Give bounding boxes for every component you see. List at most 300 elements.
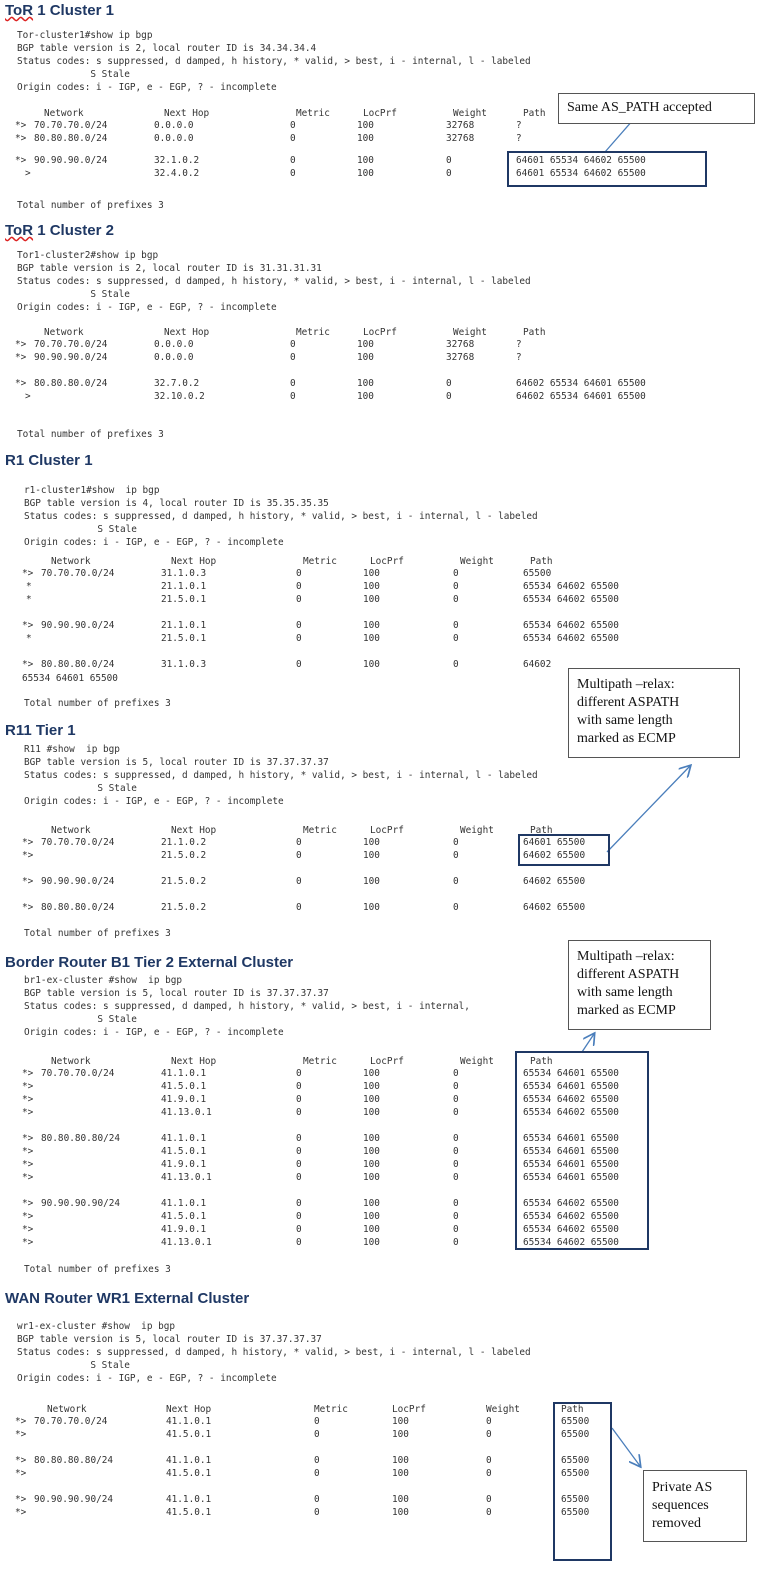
table-cell: 100 (363, 1237, 380, 1248)
table-cell: 0 (486, 1455, 492, 1466)
table-cell: 100 (363, 594, 380, 605)
column-header: LocPrf (370, 1056, 404, 1067)
table-cell: 0 (296, 620, 302, 631)
table-cell: *> (22, 1159, 34, 1170)
table-cell: 0 (296, 1159, 302, 1170)
table-cell: 65534 64602 65500 (523, 1107, 619, 1118)
column-header: Weight (460, 556, 494, 567)
cli-header-line: Status codes: s suppressed, d damped, h history, * valid, > best, i - internal, l - labeled (24, 511, 538, 522)
table-cell: 0 (296, 1211, 302, 1222)
column-header: Network (47, 1404, 87, 1415)
cli-header-line: Origin codes: i - IGP, e - EGP, ? - incomplete (24, 537, 284, 548)
table-cell: ? (516, 339, 522, 350)
table-cell: > (25, 391, 31, 402)
table-cell: 64602 65500 (523, 850, 586, 861)
table-cell: 90.90.90.0/24 (34, 155, 108, 166)
box-tor1-paths (507, 151, 707, 187)
table-cell: *> (22, 1094, 34, 1105)
table-cell: *> (22, 1068, 34, 1079)
table-cell: 0 (290, 378, 296, 389)
table-cell: 0 (453, 1107, 459, 1118)
table-cell: 32.10.0.2 (154, 391, 205, 402)
table-cell: 100 (392, 1507, 409, 1518)
table-cell: 32768 (446, 133, 475, 144)
table-cell: * (26, 633, 32, 644)
table-cell: *> (15, 378, 27, 389)
table-cell: 90.90.90.90/24 (41, 1198, 121, 1209)
cli-header-line: BGP table version is 5, local router ID is 37.37.37.37 (17, 1334, 322, 1345)
table-cell: * (26, 594, 32, 605)
table-cell: 100 (363, 620, 380, 631)
table-cell: 32.1.0.2 (154, 155, 200, 166)
table-cell: *> (15, 133, 27, 144)
table-cell: 0 (296, 1107, 302, 1118)
table-cell: 64601 65500 (523, 837, 586, 848)
table-cell: 0 (453, 902, 459, 913)
table-cell: 0 (486, 1507, 492, 1518)
table-cell: 64602 65534 64601 65500 (516, 378, 646, 389)
section-title: WAN Router WR1 External Cluster (5, 1290, 250, 1307)
table-cell: 64601 65534 64602 65500 (516, 168, 646, 179)
callout-line: with same length (577, 713, 673, 728)
column-header: LocPrf (392, 1404, 426, 1415)
table-cell: 0 (453, 1146, 459, 1157)
table-cell: 32.7.0.2 (154, 378, 200, 389)
table-cell: 32.4.0.2 (154, 168, 200, 179)
cli-header-line: r1-cluster1#show ip bgp (24, 485, 160, 496)
table-cell: *> (22, 1172, 34, 1183)
table-cell: 100 (363, 1133, 380, 1144)
table-cell: 65534 64602 65500 (523, 1094, 619, 1105)
table-cell: 0 (314, 1507, 320, 1518)
table-cell: 80.80.80.80/24 (34, 1455, 114, 1466)
table-cell: 0 (296, 1224, 302, 1235)
table-cell: 65500 (561, 1494, 590, 1505)
table-cell: 41.1.0.1 (161, 1068, 207, 1079)
callout-line: marked as ECMP (577, 731, 676, 746)
cli-header-line: Tor-cluster1#show ip bgp (17, 30, 153, 41)
column-header: Metric (303, 556, 337, 567)
table-cell: 0 (486, 1429, 492, 1440)
table-cell: 0 (296, 876, 302, 887)
column-header: Weight (460, 825, 494, 836)
table-cell: 21.5.0.2 (161, 850, 207, 861)
prefix-total: Total number of prefixes 3 (24, 1264, 171, 1275)
table-cell: 32768 (446, 120, 475, 131)
table-cell: 65500 (561, 1507, 590, 1518)
table-cell: *> (15, 1455, 27, 1466)
table-cell: 0 (296, 1172, 302, 1183)
table-cell: 0 (296, 837, 302, 848)
column-header: LocPrf (363, 108, 397, 119)
table-cell: 0 (296, 902, 302, 913)
table-cell: 65500 (561, 1429, 590, 1440)
table-cell: 0 (296, 1081, 302, 1092)
table-cell: 0 (290, 391, 296, 402)
table-cell: 0 (453, 594, 459, 605)
table-cell: 0 (290, 339, 296, 350)
table-cell: *> (22, 1107, 34, 1118)
section-title: R1 Cluster 1 (5, 452, 93, 469)
cli-header-line: Origin codes: i - IGP, e - EGP, ? - incomplete (17, 82, 277, 93)
cli-header-line: S Stale (24, 524, 137, 535)
column-header: Weight (453, 327, 487, 338)
table-cell: *> (15, 1416, 27, 1427)
table-cell: 90.90.90.0/24 (41, 620, 115, 631)
table-cell: *> (22, 568, 34, 579)
arrow-multipath-1 (607, 766, 690, 852)
callout-same-as-path (558, 93, 755, 124)
table-cell: 0 (290, 155, 296, 166)
table-cell: 100 (357, 339, 374, 350)
table-cell: 0 (453, 1211, 459, 1222)
table-cell: 100 (357, 120, 374, 131)
table-cell: 0 (446, 391, 452, 402)
table-cell: 31.1.0.3 (161, 568, 207, 579)
table-cell: 100 (363, 1172, 380, 1183)
table-cell: 65534 64601 65500 (523, 1068, 619, 1079)
table-cell: 0 (453, 837, 459, 848)
table-cell: 0 (446, 155, 452, 166)
table-cell: 80.80.80.80/24 (41, 1133, 121, 1144)
table-cell: 65534 64602 65500 (523, 1198, 619, 1209)
table-cell: 41.5.0.1 (161, 1081, 207, 1092)
table-cell: 0 (296, 850, 302, 861)
cli-header-line: R11 #show ip bgp (24, 744, 120, 755)
table-cell: 41.13.0.1 (161, 1107, 212, 1118)
table-cell: 70.70.70.0/24 (34, 339, 108, 350)
table-cell: 0 (290, 168, 296, 179)
table-cell: 0 (314, 1429, 320, 1440)
table-cell: 90.90.90.90/24 (34, 1494, 114, 1505)
cli-header-line: BGP table version is 4, local router ID is 35.35.35.35 (24, 498, 329, 509)
table-cell: *> (22, 902, 34, 913)
column-header: Network (51, 1056, 91, 1067)
table-cell: 100 (357, 168, 374, 179)
table-cell: 65534 64601 65500 (523, 1159, 619, 1170)
table-cell: 0 (290, 120, 296, 131)
cli-header-line: Origin codes: i - IGP, e - EGP, ? - incomplete (17, 302, 277, 313)
column-header: Metric (296, 108, 330, 119)
callout-line: removed (652, 1516, 701, 1531)
column-header: Metric (303, 1056, 337, 1067)
callout-line: marked as ECMP (577, 1003, 676, 1018)
column-header: Path (523, 108, 546, 119)
table-cell: 64602 65500 (523, 876, 586, 887)
table-cell: 100 (363, 1224, 380, 1235)
table-cell: 21.1.0.1 (161, 581, 207, 592)
cli-header-line: Status codes: s suppressed, d damped, h history, * valid, > best, i - internal, l - labeled (17, 56, 531, 67)
table-cell: *> (22, 1211, 34, 1222)
table-cell: *> (15, 1507, 27, 1518)
table-cell: 41.9.0.1 (161, 1159, 207, 1170)
cli-header-line: Status codes: s suppressed, d damped, h history, * valid, > best, i - internal, l - labeled (17, 1347, 531, 1358)
table-cell: 0 (453, 1237, 459, 1248)
table-cell: *> (22, 837, 34, 848)
table-cell: 100 (363, 876, 380, 887)
table-cell: 0 (290, 352, 296, 363)
table-cell: 0 (296, 1237, 302, 1248)
table-cell: 65534 64602 65500 (523, 620, 619, 631)
table-cell: 70.70.70.0/24 (41, 568, 115, 579)
table-cell: 0 (453, 1133, 459, 1144)
table-cell: 100 (357, 391, 374, 402)
table-cell: 65534 64601 65500 (523, 1172, 619, 1183)
table-cell: > (25, 168, 31, 179)
section-title-rest: 1 Cluster 2 (33, 222, 114, 239)
table-cell: 0 (453, 876, 459, 887)
section-title-squiggle: ToR (5, 222, 34, 239)
table-cell: 21.5.0.2 (161, 902, 207, 913)
table-cell: 65500 (523, 568, 552, 579)
table-cell: 0 (453, 1198, 459, 1209)
table-cell: 65534 64601 65500 (523, 1081, 619, 1092)
table-cell: 0 (296, 581, 302, 592)
table-cell: *> (22, 1237, 34, 1248)
table-cell: 32768 (446, 352, 475, 363)
cli-header-line: S Stale (17, 69, 130, 80)
table-cell: 100 (357, 378, 374, 389)
table-cell: 64602 65534 64601 65500 (516, 391, 646, 402)
table-cell: 100 (363, 1094, 380, 1105)
table-cell: 80.80.80.0/24 (34, 378, 108, 389)
table-cell: 32768 (446, 339, 475, 350)
table-cell: 0 (453, 620, 459, 631)
table-cell: 0 (296, 659, 302, 670)
table-cell: *> (22, 1081, 34, 1092)
table-cell: 80.80.80.0/24 (41, 902, 115, 913)
callout-multipath-1 (568, 668, 740, 758)
column-header: Path (530, 825, 553, 836)
table-cell: 0 (296, 568, 302, 579)
cli-header-line: S Stale (17, 289, 130, 300)
table-cell: ? (516, 352, 522, 363)
column-header: Path (530, 1056, 553, 1067)
column-header: Metric (296, 327, 330, 338)
table-cell: *> (15, 1494, 27, 1505)
box-r11-paths (518, 834, 610, 866)
table-cell: *> (22, 876, 34, 887)
table-cell: 80.80.80.0/24 (34, 133, 108, 144)
prefix-total: Total number of prefixes 3 (17, 429, 164, 440)
column-header: LocPrf (370, 825, 404, 836)
prefix-total: Total number of prefixes 3 (24, 698, 171, 709)
column-header: Network (51, 556, 91, 567)
table-cell: 41.5.0.1 (166, 1468, 212, 1479)
table-cell: 65500 (561, 1455, 590, 1466)
table-cell: 70.70.70.0/24 (34, 120, 108, 131)
table-cell: 100 (363, 659, 380, 670)
cli-header-line: BGP table version is 5, local router ID is 37.37.37.37 (24, 988, 329, 999)
table-cell: 100 (363, 1081, 380, 1092)
arrow-private-as (612, 1428, 640, 1466)
table-cell: 0.0.0.0 (154, 133, 194, 144)
cli-header-line: Status codes: s suppressed, d damped, h history, * valid, > best, i - internal, l - labeled (24, 770, 538, 781)
table-cell: 90.90.90.0/24 (41, 876, 115, 887)
callout-same-as-path-text: Same AS_PATH accepted (567, 100, 712, 115)
table-cell: 100 (357, 352, 374, 363)
column-header: Next Hop (164, 108, 210, 119)
table-cell: 0 (453, 1068, 459, 1079)
table-cell: 65534 64602 65500 (523, 633, 619, 644)
table-cell: 41.13.0.1 (161, 1172, 212, 1183)
table-cell: 0 (486, 1494, 492, 1505)
cli-header-line: BGP table version is 5, local router ID is 37.37.37.37 (24, 757, 329, 768)
column-header: Metric (314, 1404, 348, 1415)
table-cell: *> (15, 155, 27, 166)
column-header: Weight (460, 1056, 494, 1067)
table-cell: 0 (453, 1159, 459, 1170)
table-cell: 64602 (523, 659, 552, 670)
table-cell: 0 (314, 1416, 320, 1427)
table-cell: 65500 (561, 1416, 590, 1427)
column-header: Path (530, 556, 553, 567)
table-cell: 100 (363, 633, 380, 644)
table-cell: ? (516, 120, 522, 131)
table-cell: 100 (363, 1198, 380, 1209)
table-cell: 21.5.0.1 (161, 594, 207, 605)
callout-line: Private AS (652, 1480, 713, 1495)
callout-line: Multipath –relax: (577, 677, 675, 692)
callout-line: different ASPATH (577, 695, 680, 710)
table-cell: 0.0.0.0 (154, 339, 194, 350)
table-cell: 100 (363, 581, 380, 592)
cli-header-line: Status codes: s suppressed, d damped, h history, * valid, > best, i - internal, (24, 1001, 470, 1012)
table-cell: 65534 64602 65500 (523, 1224, 619, 1235)
table-cell: 100 (392, 1429, 409, 1440)
table-cell: 100 (363, 902, 380, 913)
table-cell: *> (22, 850, 34, 861)
table-cell: 65534 64602 65500 (523, 1211, 619, 1222)
table-cell: 0 (314, 1468, 320, 1479)
table-cell: 41.9.0.1 (161, 1224, 207, 1235)
table-cell: 100 (357, 133, 374, 144)
column-header: Next Hop (171, 1056, 217, 1067)
table-cell: *> (22, 1198, 34, 1209)
table-cell: *> (22, 1224, 34, 1235)
table-cell: 41.9.0.1 (161, 1094, 207, 1105)
table-cell: 41.5.0.1 (161, 1211, 207, 1222)
cli-header-line: Origin codes: i - IGP, e - EGP, ? - incomplete (24, 1027, 284, 1038)
table-cell: 100 (392, 1416, 409, 1427)
table-cell: 65534 64601 65500 (523, 1146, 619, 1157)
section-title: R11 Tier 1 (5, 722, 76, 739)
table-cell: 0 (446, 168, 452, 179)
table-cell: 0 (486, 1416, 492, 1427)
table-cell: 70.70.70.0/24 (34, 1416, 108, 1427)
table-cell: *> (15, 1468, 27, 1479)
table-cell: 100 (392, 1455, 409, 1466)
table-cell: 64601 65534 64602 65500 (516, 155, 646, 166)
column-header: Weight (486, 1404, 520, 1415)
table-cell: 65500 (561, 1468, 590, 1479)
box-br1-paths (515, 1051, 649, 1250)
table-cell: *> (22, 620, 34, 631)
table-cell: 0.0.0.0 (154, 120, 194, 131)
table-cell: 41.5.0.1 (161, 1146, 207, 1157)
table-cell: 41.1.0.1 (161, 1198, 207, 1209)
callout-private-as (643, 1470, 747, 1542)
table-cell: 100 (363, 568, 380, 579)
table-cell: 65534 64602 65500 (523, 1237, 619, 1248)
table-cell: 100 (363, 837, 380, 848)
table-cell: *> (15, 120, 27, 131)
table-cell: 0 (453, 1172, 459, 1183)
table-cell: 0 (290, 133, 296, 144)
table-cell: 0 (296, 1068, 302, 1079)
table-cell: 65534 64601 65500 (523, 1133, 619, 1144)
cli-header-line: S Stale (24, 783, 137, 794)
table-cell: 0 (453, 850, 459, 861)
table-cell: 41.1.0.1 (166, 1416, 212, 1427)
cli-header-line: br1-ex-cluster #show ip bgp (24, 975, 183, 986)
column-header: LocPrf (363, 327, 397, 338)
column-header: Next Hop (166, 1404, 212, 1415)
table-cell: 0 (296, 1133, 302, 1144)
table-cell: 0 (453, 581, 459, 592)
table-cell: 64602 65500 (523, 902, 586, 913)
table-cell: 21.5.0.2 (161, 876, 207, 887)
cli-header-line: BGP table version is 2, local router ID is 34.34.34.4 (17, 43, 317, 54)
table-cell: 0 (314, 1455, 320, 1466)
table-cell: 100 (392, 1494, 409, 1505)
table-cell: 0 (453, 1094, 459, 1105)
column-header: Path (523, 327, 546, 338)
callout-line: Multipath –relax: (577, 949, 675, 964)
table-cell: 100 (363, 1107, 380, 1118)
table-cell: 0 (296, 1094, 302, 1105)
cli-header-line: Origin codes: i - IGP, e - EGP, ? - incomplete (17, 1373, 277, 1384)
table-cell: 21.5.0.1 (161, 633, 207, 644)
table-cell: 41.1.0.1 (161, 1133, 207, 1144)
table-cell: 100 (357, 155, 374, 166)
column-header: Network (44, 108, 84, 119)
column-header: Metric (303, 825, 337, 836)
table-cell: 41.1.0.1 (166, 1455, 212, 1466)
cli-header-line: wr1-ex-cluster #show ip bgp (17, 1321, 176, 1332)
cli-header-line: S Stale (17, 1360, 130, 1371)
table-cell: 21.1.0.2 (161, 837, 207, 848)
table-cell: 41.1.0.1 (166, 1494, 212, 1505)
table-cell: 31.1.0.3 (161, 659, 207, 670)
callout-line: sequences (652, 1498, 709, 1513)
prefix-total: Total number of prefixes 3 (17, 200, 164, 211)
table-cell: ? (516, 133, 522, 144)
table-cell: 0 (453, 568, 459, 579)
table-cell: 0 (314, 1494, 320, 1505)
column-header: Path (561, 1404, 584, 1415)
table-cell: 100 (392, 1468, 409, 1479)
path-wrap-line: 65534 64601 65500 (22, 673, 118, 684)
table-cell: 0 (296, 1198, 302, 1209)
table-cell: 41.13.0.1 (161, 1237, 212, 1248)
table-cell: 0.0.0.0 (154, 352, 194, 363)
callout-line: different ASPATH (577, 967, 680, 982)
table-cell: 0 (296, 633, 302, 644)
table-cell: 65534 64602 65500 (523, 581, 619, 592)
table-cell: 70.70.70.0/24 (41, 1068, 115, 1079)
table-cell: 0 (446, 378, 452, 389)
prefix-total: Total number of prefixes 3 (24, 928, 171, 939)
table-cell: *> (15, 339, 27, 350)
table-cell: *> (22, 1146, 34, 1157)
table-cell: 70.70.70.0/24 (41, 837, 115, 848)
table-cell: *> (22, 659, 34, 670)
table-cell: 80.80.80.0/24 (41, 659, 115, 670)
table-cell: 90.90.90.0/24 (34, 352, 108, 363)
cli-header-line: Status codes: s suppressed, d damped, h history, * valid, > best, i - internal, l - labeled (17, 276, 531, 287)
table-cell: * (26, 581, 32, 592)
